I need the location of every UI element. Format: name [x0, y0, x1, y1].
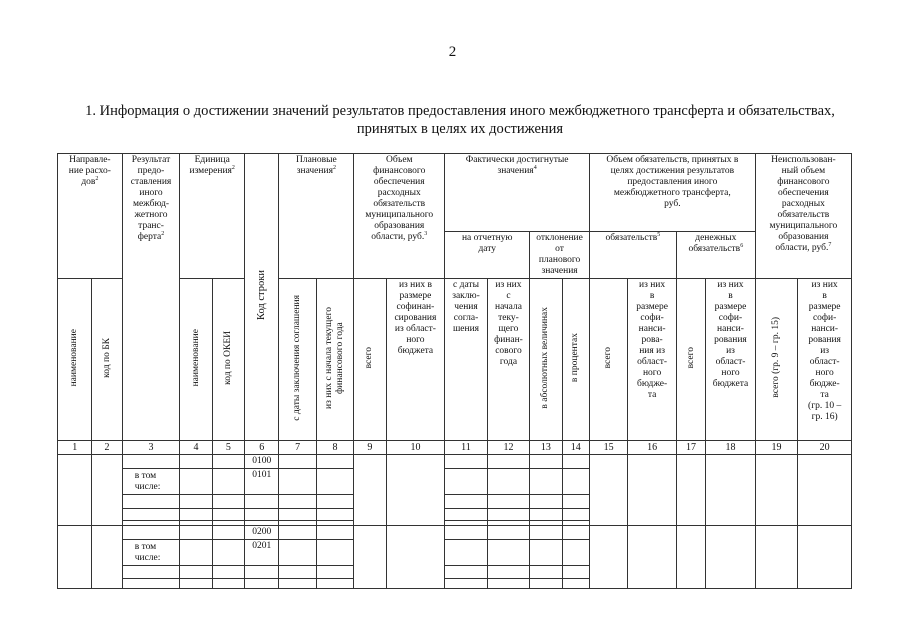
- col-num: 3: [122, 441, 180, 455]
- empty-cell: [180, 455, 212, 469]
- col-num: 5: [212, 441, 244, 455]
- col-num: 18: [706, 441, 756, 455]
- hdr-unit-name: наименование: [190, 328, 201, 387]
- empty-cell: [92, 526, 122, 589]
- hdr-from-year-12: из них с начала теку- щего финан- сового года: [494, 280, 523, 367]
- hdr-obl-money: денежных обязательств: [688, 233, 741, 254]
- results-table: [57, 153, 852, 589]
- hdr-cofin-16: из них в размере софи- нанси- рова- ния из област- ного бюдже- та: [636, 280, 668, 400]
- col-num: 12: [487, 441, 529, 455]
- hdr-plan-from-agreement: с даты заключения соглашения: [292, 294, 303, 421]
- col-num: 13: [530, 441, 562, 455]
- col-num: 1: [58, 441, 92, 455]
- col-num: 20: [798, 441, 852, 455]
- hdr-volume: Объем финансового обеспечения расходных обязательств муниципального образования области, руб.: [365, 155, 434, 242]
- hdr-result: Результат предо- ставления иного межбюд- жетного транс- ферта: [130, 155, 172, 242]
- empty-cell: [212, 455, 244, 469]
- col-num: 11: [445, 441, 487, 455]
- col-num: 8: [316, 441, 353, 455]
- hdr-bk-code: код по БК: [101, 337, 112, 378]
- table-row: [58, 526, 852, 540]
- hdr-deviation: отклонение от планового значения: [536, 233, 583, 276]
- empty-cell: [58, 526, 92, 589]
- column-number-row: [58, 441, 852, 455]
- col-num: 2: [92, 441, 122, 455]
- hdr-pct-14: в процентах: [570, 332, 581, 383]
- hdr-direction: Направле- ние расхо- дов: [68, 155, 111, 187]
- section-title: 1. Информация о достижении значений результатов предоставления иного межбюджетного трансферта и обязательствах, принятых в целях их достижения: [85, 103, 835, 137]
- hdr-cofin-10: из них в размере софинан- сирования из област- ного бюджета: [394, 280, 437, 356]
- col-num: 10: [386, 441, 445, 455]
- hdr-row-code: Код строки: [256, 270, 268, 320]
- empty-cell: [58, 455, 92, 526]
- hdr-unused: Неиспользован- ный объем финансового обеспечения расходных обязательств муниципального образования области, руб.: [769, 155, 838, 253]
- row-code: 0100: [245, 455, 279, 469]
- hdr-total-15: всего: [603, 346, 614, 369]
- hdr-on-date: на отчетную дату: [461, 233, 513, 254]
- col-num: 15: [589, 441, 627, 455]
- page-number: 2: [448, 44, 457, 60]
- hdr-total-17: всего: [685, 346, 696, 369]
- header-row-1: Направле- ние расхо- дов$^2$ Результат предо- ставления иного межбюд- жетного транс- ферта$^2$ Единица измерения$^2$ Код строки Плановые значения$^2$ Объем финансового обеспечения расходных обязательств муниципального образования области, руб.$^3$ Фактически достигнутые значения$^4$ Объем обязательств, принятых в целях достижения результатов предоставления иного межбюджетного трансферта, руб. Неиспользован- ный объем финансового обеспечения расходных обязательств муниципального образования области, руб.$^7$: [58, 154, 852, 232]
- header-row-2: на отчетную дату отклонение от планового значения обязательств$^5$ денежных обязательств$^6$: [58, 232, 852, 279]
- col-num: 4: [180, 441, 212, 455]
- empty-cell: [212, 526, 244, 540]
- hdr-planned: Плановые значения: [295, 155, 337, 176]
- hdr-cofin-20: из них в размере софи- нанси- рования из област- ного бюдже- та (гр. 10 – гр. 16): [808, 280, 842, 422]
- col-num: 16: [628, 441, 677, 455]
- hdr-name: наименование: [69, 328, 80, 387]
- hdr-plan-from-year: из них с начала текущего финансового года: [324, 306, 346, 409]
- including-label: в том числе:: [122, 540, 180, 566]
- hdr-cofin-18: из них в размере софи- нанси- рования из област- ного бюджета: [712, 280, 749, 389]
- hdr-total-19: всего (гр. 9 – гр. 15): [771, 317, 782, 398]
- empty-cell: [180, 526, 212, 540]
- col-num: 7: [279, 441, 316, 455]
- hdr-actual: Фактически достигнутые значения: [465, 155, 569, 176]
- hdr-obl-commitments: обязательств: [605, 233, 658, 243]
- table-row: [58, 455, 852, 469]
- col-num: 6: [245, 441, 279, 455]
- empty-cell: [122, 455, 180, 469]
- hdr-unit: Единица измерения: [189, 155, 232, 176]
- row-code: 0201: [245, 540, 279, 566]
- hdr-okei-code: код по ОКЕИ: [222, 330, 233, 385]
- hdr-total-9: всего: [364, 346, 375, 369]
- col-num: 9: [354, 441, 386, 455]
- hdr-from-agreement-11: с даты заклю- чения согла- шения: [452, 280, 480, 334]
- hdr-abs-13: в абсолютных величинах: [540, 306, 551, 409]
- row-code: 0101: [245, 469, 279, 495]
- col-num: 17: [676, 441, 705, 455]
- hdr-obligations: Объем обязательств, принятых в целях достижения результатов предоставления иного межбюджетного трансферта, руб.: [606, 155, 739, 209]
- including-label: в том числе:: [122, 469, 180, 495]
- col-num: 19: [755, 441, 797, 455]
- empty-cell: [122, 526, 180, 540]
- col-num: 14: [562, 441, 589, 455]
- row-code: 0200: [245, 526, 279, 540]
- empty-cell: [92, 455, 122, 526]
